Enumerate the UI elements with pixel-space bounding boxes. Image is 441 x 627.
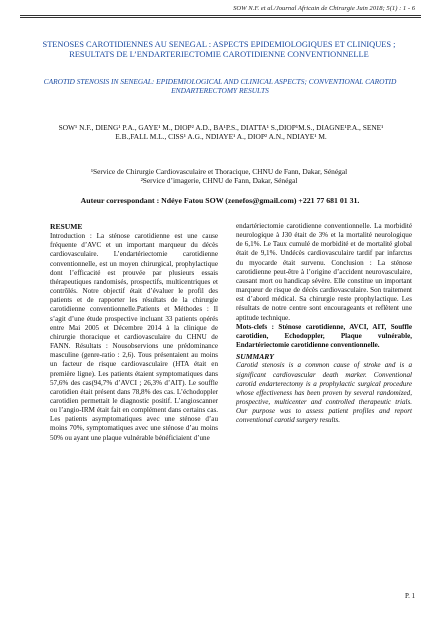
resume-text-continued: endartériectomie carotidienne conventionnelle. La morbidité neurologique à J30 était de 3% et la mortalité neurologique de 6,1%. Le Taux cumulé de morbidité et de mortalité global était de 9,1%. Undécès cardiovasculaire tardif par infarctus du myocarde était survenu. Conclusion : La sténose carotidienne peut-être à l’origine d’accident neurovasculaire, causant mort ou handicap sévère. Elle constitue un important marqueur de risque de décès cardiovasculaire. Son traitement est d’abord médical. Sa chirurgie reste prophylactique. Les résultats de notre centre sont encourageants et reflètent une aptitude technique. [236, 222, 412, 322]
summary-heading: SUMMARY [236, 352, 274, 362]
affiliation-1: ¹Service de Chirurgie Cardiovasculaire et Thoracique, CHNU de Fann, Dakar, Sénégal [90, 167, 348, 176]
author-list: SOW¹ N.F., DIENG¹ P.A., GAYE¹ M., DIOP² A.D., BA¹P.S., DIATTA¹ S.,DIOP¹M.S., DIAGNE¹P.A., SENE¹ E.B.,FALL M.L., CISS¹ A.G., NDIAYE¹ A., DIOP² A.N., NDIAYE¹ M. [58, 123, 384, 142]
running-header: SOW N.F. et al./Journal Africain de Chirurgie Juin 2018; 5(1) : 1 - 6 [233, 5, 415, 12]
page-number: P. 1 [405, 592, 416, 600]
affiliations [44, 167, 394, 185]
article-title-en: CAROTID STENOSIS IN SENEGAL: EPIDEMIOLOGICAL AND CLINICAL ASPECTS; CONVENTIONAL CAROTID ENDARTERECTOMY RESULTS [43, 77, 397, 96]
header-rule-2 [20, 17, 421, 18]
keywords: Mots-clefs : Sténose carotidienne, AVCI, AIT, Souffle carotidien, Echodoppler, Plaque vulnérable, Endartériectomie carotidienne conventionnelle. [236, 322, 412, 350]
summary-text: Carotid stenosis is a common cause of stroke and is a significant cardiovascular death marker. Conventional carotid endarterectomy is a prophylactic surgical procedure whose effectiveness has been proven by several randomized, prospective, multicenter and controlled therapeutic trials. Our purpose was to assess patient profiles and report conventional carotid surgery results. [236, 361, 412, 425]
right-column [236, 222, 412, 425]
resume-heading: RESUME [50, 222, 83, 231]
affiliation-2: ²Service d’imagerie, CHNU de Fann, Dakar, Sénégal [140, 176, 298, 186]
corresponding-author: Auteur correspondant : Ndéye Fatou SOW (zenefos@gmail.com) +221 77 681 01 31. [80, 196, 360, 205]
header-rule [20, 15, 421, 16]
article-title-fr: STENOSES CAROTIDIENNES AU SENEGAL : ASPECTS EPIDEMIOLOGIQUES ET CLINIQUES ; RESULTATS DE L’ENDARTERIECTOMIE CAROTIDIENNE CONVENTIONNELLE [42, 40, 396, 59]
left-column [50, 222, 218, 443]
resume-text: Introduction : La sténose carotidienne est une cause fréquente d’AVC et un important marqueur du décès cardiovasculaire. L’endartériectomie carotidienne conventionnelle, est un moyen chirurgical, prophylactique dont l’efficacité est prouvée par plusieurs essais thérapeutiques randomisés, prospectifs, multicentriques et contrôlés. Notre objectif était d’évaluer le profil des patients et de rapporter les résultats de la chirurgie carotidienne conventionnelle.Patients et Méthodes : Il s’agit d’une étude prospective incluant 33 patients opérés entre Mai 2005 et Décembre 2014 à la clinique de chirurgie thoracique et cardiovasculaire du CHNU de FANN. Résultats : Nousobservions une prédominance masculine (genre-ratio : 2,6). Tous présentaient au moins un facteur de risque cardiovasculaire (HTA était en première ligne). Les patients étaient symptomatiques dans 57,6% des cas(94,7% d’AVCI ; 26,3% d’AIT). Le souffle carotidien était présent dans 78,8% des cas. L’échodoppler carotidien permettait le diagnostic positif. L’angioscanner ou l’angio-IRM était fait en complément dans certains cas. Les patients asymptomatiques avec une sténose d’au moins 70%, symptomatiques avec une sténose d’au moins 50% ou ayant une plaque vulnérable bénéficiaient d’une [50, 232, 218, 442]
